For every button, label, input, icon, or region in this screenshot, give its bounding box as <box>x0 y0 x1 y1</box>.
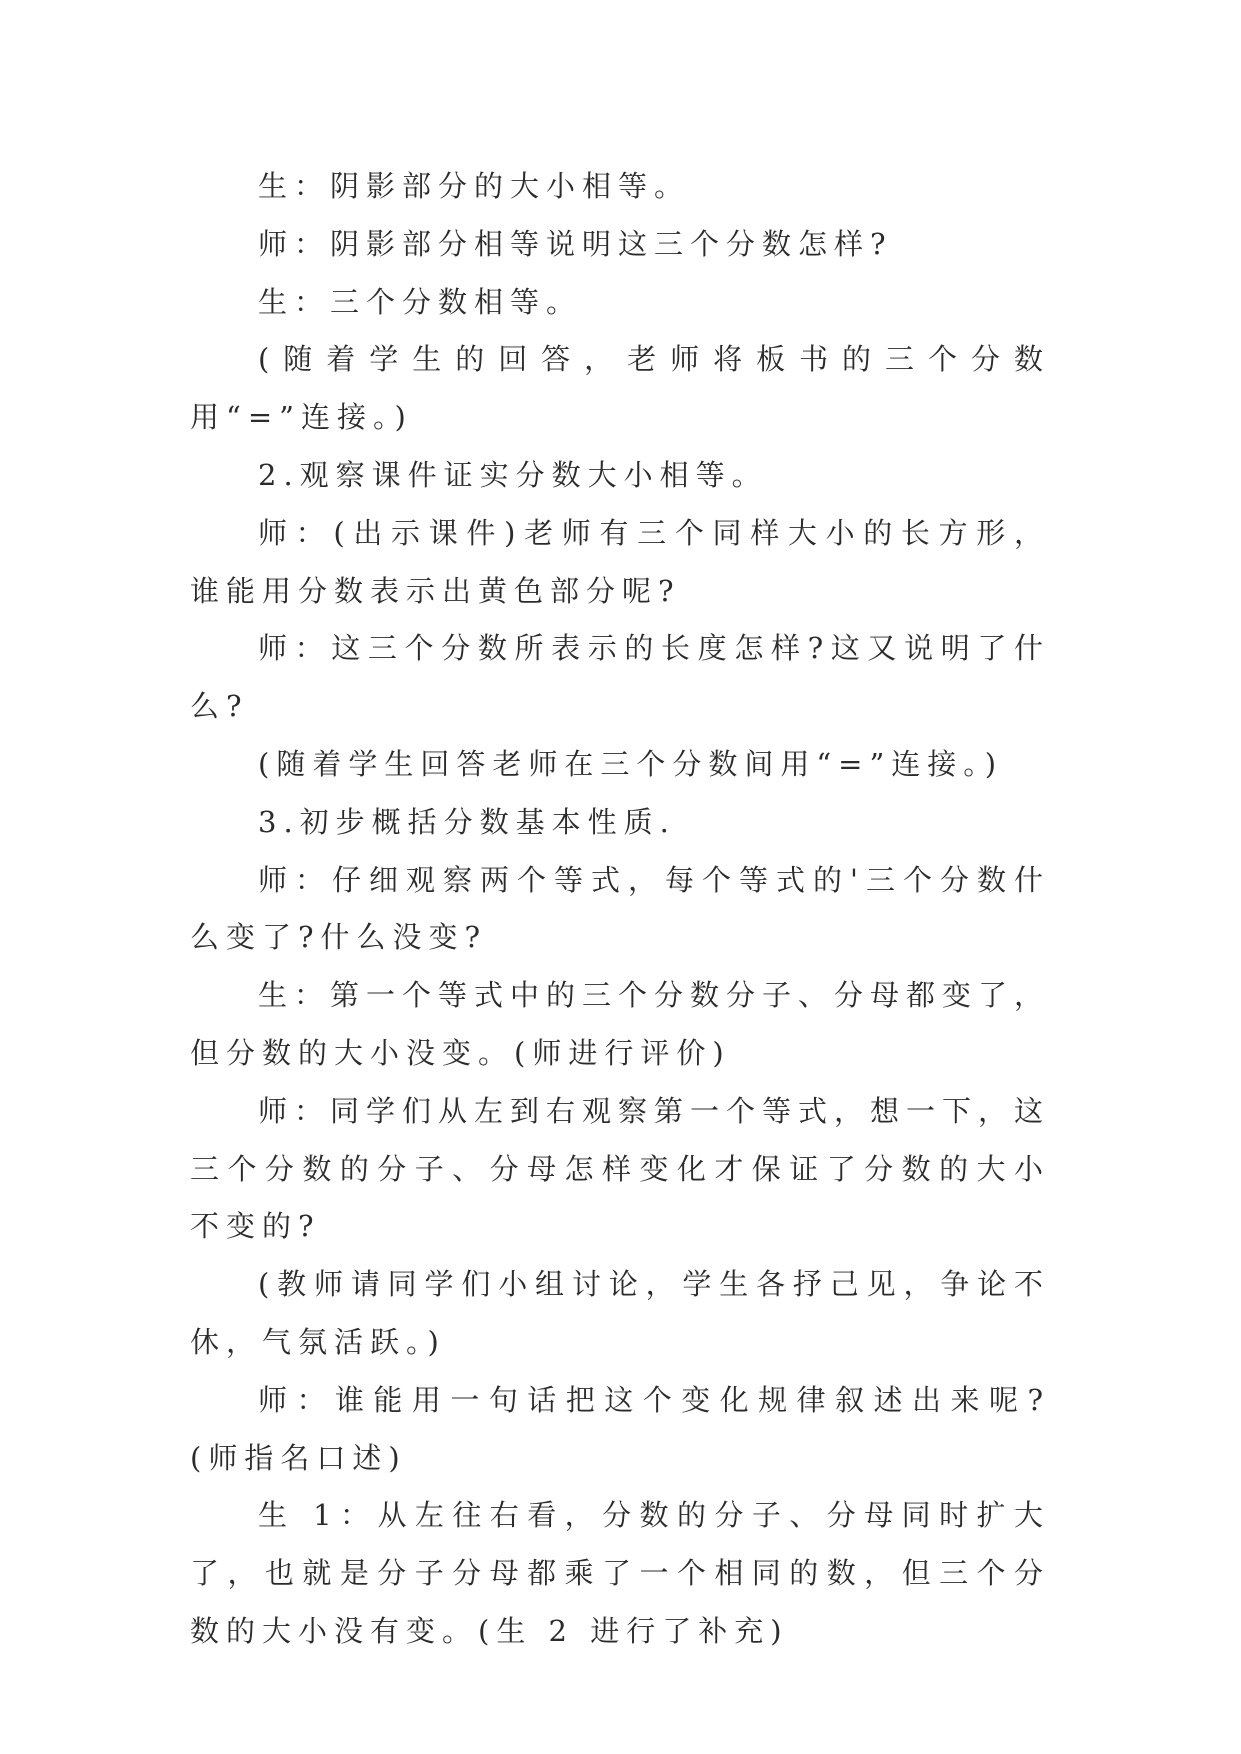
paragraph: (随着学生回答老师在三个分数间用“=”连接。) <box>258 746 1004 781</box>
paragraph: 生 1：从左往右看，分数的分子、分母同时扩大了，也就是分子分母都乘了一个相同的数，但三个分数的大小没有变。(生 2 进行了补充) <box>190 1498 1050 1648</box>
paragraph: 师：同学们从左到右观察第一个等式，想一下，这三个分数的分子、分母怎样变化才保证了分数的大小不变的? <box>190 1093 1051 1244</box>
paragraph: 师：阴影部分相等说明这三个分数怎样? <box>258 226 893 261</box>
paragraph: (随着学生的回答，老师将板书的三个分数用“=”连接。) <box>190 342 1050 435</box>
paragraph: 生：阴影部分的大小相等。 <box>258 169 691 203</box>
paragraph: 师：谁能用一句话把这个变化规律叙述出来呢?(师指名口述) <box>190 1382 1050 1475</box>
paragraph: 2.观察课件证实分数大小相等。 <box>258 457 768 492</box>
document-body <box>190 158 1050 1661</box>
paragraph: 生：三个分数相等。 <box>258 284 583 319</box>
paragraph: 3.初步概括分数基本性质. <box>258 804 676 839</box>
paragraph: 师：仔细观察两个等式，每个等式的'三个分数什么变了?什么没变? <box>190 862 1050 955</box>
paragraph: 师：(出示课件)老师有三个同样大小的长方形，谁能用分数表示出黄色部分呢? <box>190 515 1050 608</box>
paragraph: (教师请同学们小组讨论，学生各抒己见，争论不休，气氛活跃。) <box>190 1267 1050 1359</box>
paragraph: 师：这三个分数所表示的长度怎样?这又说明了什么? <box>190 631 1050 724</box>
paragraph: 生：第一个等式中的三个分数分子、分母都变了，但分数的大小没变。(师进行评价) <box>190 978 1051 1070</box>
